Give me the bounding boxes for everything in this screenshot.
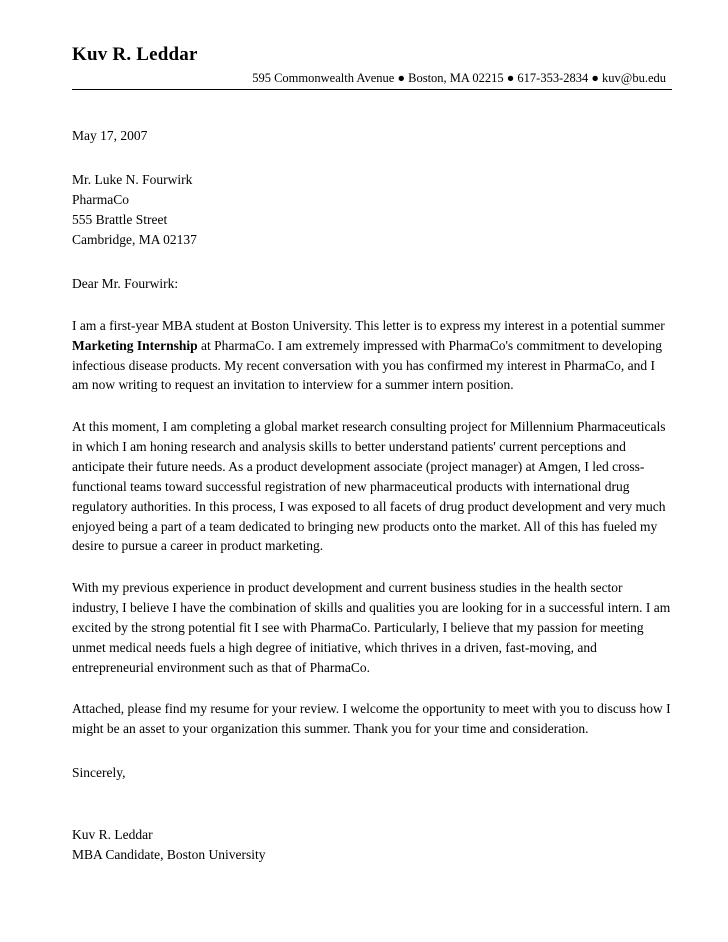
recipient-name: Mr. Luke N. Fourwirk (72, 171, 193, 187)
paragraph-1-text-before-bold: I am a first-year MBA student at Boston University. This letter is to express my interest in a potential summer (72, 317, 665, 333)
recipient-city-state-zip: Cambridge, MA 02137 (72, 231, 197, 247)
paragraph-1 (72, 316, 672, 395)
letter-date: May 17, 2007 (72, 127, 148, 143)
sender-contact-line: 595 Commonwealth Avenue ● Boston, MA 02215 ● 617-353-2834 ● kuv@bu.edu (252, 70, 666, 85)
letterhead-divider (72, 89, 672, 90)
recipient-street: 555 Brattle Street (72, 211, 168, 227)
signature-block (72, 825, 672, 866)
paragraph-4: Attached, please find my resume for your review. I welcome the opportunity to meet with you to discuss how I might be an asset to your organization this summer. Thank you for your time and consideration. (72, 701, 671, 737)
signature-title: MBA Candidate, Boston University (72, 847, 266, 863)
letter-body (72, 126, 672, 866)
paragraph-2: At this moment, I am completing a global market research consulting project for Millennium Pharmaceuticals in which I am honing research and analysis skills to better understand patients' current perceptions and anticipate their future needs. As a product development associate (project manager) at Amgen, I led cross-functional teams toward successful registration of new pharmaceutical products with international drug regulatory authorities. In this process, I was exposed to all facets of drug product development and very much enjoyed being a part of a team dedicated to bringing new products onto the market. All of this has fueled my desire to pursue a career in product marketing. (72, 419, 666, 554)
sender-name: Kuv R. Leddar (72, 44, 198, 65)
paragraph-3: With my previous experience in product development and current business studies in the health sector industry, I believe I have the combination of skills and qualities you are looking for in a successful intern. I am excited by the strong potential fit I see with PharmaCo. Particularly, I believe that my passion for meeting unmet medical needs fuels a high degree of initiative, which thrives in a driven, fast-moving, and entrepreneurial environment such as that of PharmaCo. (72, 580, 671, 675)
letterhead (72, 44, 672, 90)
paragraph-1-text-after-bold: at PharmaCo. I am extremely impressed with PharmaCo's commitment to developing infectious disease products. My recent conversation with you has confirmed my interest in PharmaCo, and I am now writing to request an invitation to interview for a summer intern position. (72, 337, 662, 393)
recipient-company: PharmaCo (72, 191, 129, 207)
signature-name: Kuv R. Leddar (72, 826, 153, 842)
recipient-address-block (72, 170, 672, 250)
closing: Sincerely, (72, 765, 126, 781)
paragraph-1-emphasis: Marketing Internship (72, 337, 198, 353)
salutation: Dear Mr. Fourwirk: (72, 276, 179, 292)
